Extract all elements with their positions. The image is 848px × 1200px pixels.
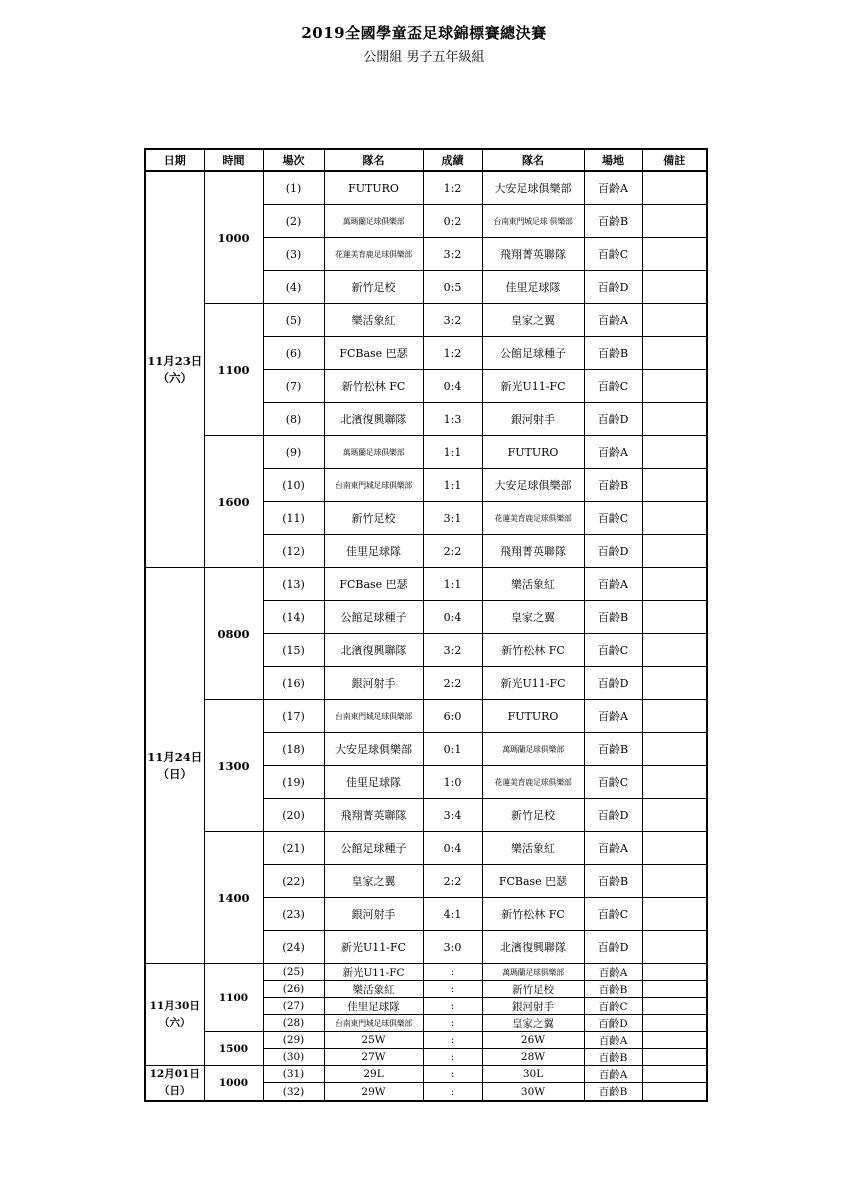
team1-cell: 銀河射手 (324, 667, 423, 700)
match-no-cell: (26) (263, 981, 324, 998)
note-cell (642, 634, 707, 667)
header-match-no: 場次 (263, 149, 324, 171)
note-cell (642, 1083, 707, 1101)
match-no-cell: (31) (263, 1066, 324, 1083)
team1-cell: 台南東門城足球俱樂部 (324, 700, 423, 733)
schedule-table (144, 148, 708, 1102)
field-cell: 百齡A (584, 1066, 642, 1083)
field-cell: 百齡B (584, 205, 642, 238)
score-cell: 0:4 (423, 370, 482, 403)
team2-cell: 皇家之翼 (482, 1015, 584, 1032)
table-row (145, 700, 707, 733)
field-cell: 百齡C (584, 998, 642, 1015)
note-cell (642, 1015, 707, 1032)
time-cell: 1000 (204, 1066, 263, 1102)
field-cell: 百齡C (584, 766, 642, 799)
team2-cell: 新光U11-FC (482, 370, 584, 403)
team2-cell: 花蓮美育鹿足球俱樂部 (482, 502, 584, 535)
field-cell: 百齡A (584, 171, 642, 205)
header-team1: 隊名 (324, 149, 423, 171)
match-no-cell: (7) (263, 370, 324, 403)
field-cell: 百齡B (584, 601, 642, 634)
score-cell: 2:2 (423, 667, 482, 700)
field-cell: 百齡D (584, 799, 642, 832)
score-cell: 3:2 (423, 304, 482, 337)
header-note: 備註 (642, 149, 707, 171)
field-cell: 百齡C (584, 634, 642, 667)
match-no-cell: (19) (263, 766, 324, 799)
match-no-cell: (1) (263, 171, 324, 205)
date-cell (145, 171, 204, 568)
note-cell (642, 766, 707, 799)
note-cell (642, 271, 707, 304)
score-cell: : (423, 1066, 482, 1083)
time-cell: 1300 (204, 700, 263, 832)
field-cell: 百齡C (584, 370, 642, 403)
team1-cell: 29L (324, 1066, 423, 1083)
team2-cell: 公館足球種子 (482, 337, 584, 370)
team1-cell: 佳里足球隊 (324, 535, 423, 568)
date-label: 11月30日 (149, 999, 200, 1012)
team2-cell: 銀河射手 (482, 403, 584, 436)
page-subtitle: 公開組 男子五年級組 (363, 50, 485, 65)
team1-cell: 新竹足校 (324, 271, 423, 304)
team2-cell: 台南東門城足球 俱樂部 (482, 205, 584, 238)
note-cell (642, 535, 707, 568)
match-no-cell: (22) (263, 865, 324, 898)
field-cell: 百齡B (584, 1049, 642, 1066)
team1-cell: 25W (324, 1032, 423, 1049)
match-no-cell: (20) (263, 799, 324, 832)
team2-cell: 新竹足校 (482, 799, 584, 832)
team1-cell: 公館足球種子 (324, 601, 423, 634)
match-no-cell: (32) (263, 1083, 324, 1101)
schedule-body (145, 171, 707, 1101)
match-no-cell: (23) (263, 898, 324, 931)
header-team2: 隊名 (482, 149, 584, 171)
score-cell: 0:5 (423, 271, 482, 304)
team1-cell: 皇家之翼 (324, 865, 423, 898)
match-no-cell: (3) (263, 238, 324, 271)
team2-cell: 大安足球俱樂部 (482, 171, 584, 205)
team1-cell: 台南東門城足球俱樂部 (324, 1015, 423, 1032)
team1-cell: 萬瑪蘭足球俱樂部 (324, 436, 423, 469)
field-cell: 百齡B (584, 981, 642, 998)
note-cell (642, 238, 707, 271)
note-cell (642, 304, 707, 337)
team2-cell: 樂活象紅 (482, 568, 584, 601)
match-no-cell: (17) (263, 700, 324, 733)
team2-cell: 佳里足球隊 (482, 271, 584, 304)
team1-cell: 27W (324, 1049, 423, 1066)
field-cell: 百齡A (584, 700, 642, 733)
team2-cell: 新光U11-FC (482, 667, 584, 700)
score-cell: 3:2 (423, 238, 482, 271)
score-cell: 0:2 (423, 205, 482, 238)
table-row (145, 568, 707, 601)
team2-cell: 飛翔菁英聯隊 (482, 238, 584, 271)
note-cell (642, 981, 707, 998)
note-cell (642, 403, 707, 436)
note-cell (642, 171, 707, 205)
note-cell (642, 667, 707, 700)
team1-cell: FUTURO (324, 171, 423, 205)
match-no-cell: (6) (263, 337, 324, 370)
team1-cell: 佳里足球隊 (324, 766, 423, 799)
team2-cell: 北濱復興聯隊 (482, 931, 584, 964)
header-date: 日期 (145, 149, 204, 171)
team1-cell: 北濱復興聯隊 (324, 634, 423, 667)
table-row (145, 171, 707, 205)
team2-cell: FUTURO (482, 700, 584, 733)
note-cell (642, 733, 707, 766)
time-cell: 1100 (204, 964, 263, 1032)
date-label: 11月23日 (147, 353, 203, 368)
team2-cell: FUTURO (482, 436, 584, 469)
weekday-label: （六） (159, 1016, 191, 1029)
match-no-cell: (21) (263, 832, 324, 865)
score-cell: 1:1 (423, 469, 482, 502)
note-cell (642, 601, 707, 634)
field-cell: 百齡D (584, 1015, 642, 1032)
date-label: 12月01日 (149, 1068, 200, 1080)
field-cell: 百齡A (584, 568, 642, 601)
note-cell (642, 337, 707, 370)
weekday-label: （日） (159, 1085, 191, 1097)
score-cell: 3:4 (423, 799, 482, 832)
note-cell (642, 865, 707, 898)
note-cell (642, 205, 707, 238)
team1-cell: 樂活象紅 (324, 981, 423, 998)
team1-cell: 台南東門城足球俱樂部 (324, 469, 423, 502)
score-cell: 0:1 (423, 733, 482, 766)
team1-cell: 飛翔菁英聯隊 (324, 799, 423, 832)
time-cell: 1000 (204, 171, 263, 304)
header-field: 場地 (584, 149, 642, 171)
field-cell: 百齡B (584, 865, 642, 898)
match-no-cell: (2) (263, 205, 324, 238)
team2-cell: 萬瑪蘭足球俱樂部 (482, 964, 584, 981)
match-no-cell: (11) (263, 502, 324, 535)
score-cell: 3:0 (423, 931, 482, 964)
date-cell (145, 964, 204, 1066)
table-row (145, 1066, 707, 1083)
note-cell (642, 436, 707, 469)
team2-cell: 樂活象紅 (482, 832, 584, 865)
table-row (145, 304, 707, 337)
time-cell: 1400 (204, 832, 263, 964)
score-cell: 6:0 (423, 700, 482, 733)
note-cell (642, 1032, 707, 1049)
table-row (145, 1032, 707, 1049)
score-cell: : (423, 981, 482, 998)
table-row (145, 964, 707, 981)
field-cell: 百齡A (584, 304, 642, 337)
team1-cell: 北濱復興聯隊 (324, 403, 423, 436)
date-label: 11月24日 (147, 749, 203, 764)
note-cell (642, 898, 707, 931)
field-cell: 百齡D (584, 931, 642, 964)
time-cell: 1500 (204, 1032, 263, 1066)
score-cell: : (423, 1049, 482, 1066)
field-cell: 百齡A (584, 964, 642, 981)
table-row (145, 832, 707, 865)
header-row (145, 149, 707, 171)
match-no-cell: (10) (263, 469, 324, 502)
score-cell: 1:0 (423, 766, 482, 799)
note-cell (642, 998, 707, 1015)
score-cell: : (423, 1083, 482, 1101)
note-cell (642, 370, 707, 403)
match-no-cell: (28) (263, 1015, 324, 1032)
team1-cell: 銀河射手 (324, 898, 423, 931)
score-cell: : (423, 998, 482, 1015)
field-cell: 百齡D (584, 535, 642, 568)
score-cell: 1:2 (423, 171, 482, 205)
score-cell: 0:4 (423, 601, 482, 634)
team1-cell: 新竹松林 FC (324, 370, 423, 403)
match-no-cell: (13) (263, 568, 324, 601)
team2-cell: 銀河射手 (482, 998, 584, 1015)
score-cell: 1:1 (423, 568, 482, 601)
match-no-cell: (5) (263, 304, 324, 337)
team2-cell: 30L (482, 1066, 584, 1083)
table-row (145, 436, 707, 469)
header-score: 成績 (423, 149, 482, 171)
time-cell: 1600 (204, 436, 263, 568)
match-no-cell: (24) (263, 931, 324, 964)
match-no-cell: (30) (263, 1049, 324, 1066)
header-time: 時間 (204, 149, 263, 171)
note-cell (642, 1049, 707, 1066)
team1-cell: 佳里足球隊 (324, 998, 423, 1015)
score-cell: 1:1 (423, 436, 482, 469)
match-no-cell: (4) (263, 271, 324, 304)
match-no-cell: (15) (263, 634, 324, 667)
score-cell: 3:1 (423, 502, 482, 535)
time-cell: 1100 (204, 304, 263, 436)
team1-cell: 新光U11-FC (324, 964, 423, 981)
score-cell: 3:2 (423, 634, 482, 667)
team1-cell: 公館足球種子 (324, 832, 423, 865)
score-cell: 4:1 (423, 898, 482, 931)
team1-cell: 29W (324, 1083, 423, 1101)
team2-cell: 萬瑪蘭足球俱樂部 (482, 733, 584, 766)
team1-cell: FCBase 巴瑟 (324, 568, 423, 601)
time-cell: 0800 (204, 568, 263, 700)
date-cell (145, 1066, 204, 1102)
match-no-cell: (14) (263, 601, 324, 634)
team2-cell: 飛翔菁英聯隊 (482, 535, 584, 568)
note-cell (642, 799, 707, 832)
field-cell: 百齡C (584, 898, 642, 931)
match-no-cell: (16) (263, 667, 324, 700)
field-cell: 百齡B (584, 337, 642, 370)
note-cell (642, 502, 707, 535)
match-no-cell: (25) (263, 964, 324, 981)
field-cell: 百齡A (584, 1032, 642, 1049)
score-cell: : (423, 1015, 482, 1032)
team2-cell: 26W (482, 1032, 584, 1049)
field-cell: 百齡B (584, 469, 642, 502)
note-cell (642, 700, 707, 733)
match-no-cell: (12) (263, 535, 324, 568)
field-cell: 百齡D (584, 403, 642, 436)
match-no-cell: (27) (263, 998, 324, 1015)
team1-cell: 花蓮美育鹿足球俱樂部 (324, 238, 423, 271)
weekday-label: （六） (157, 370, 192, 385)
team2-cell: FCBase 巴瑟 (482, 865, 584, 898)
team1-cell: 新竹足校 (324, 502, 423, 535)
team2-cell: 花蓮美育鹿足球俱樂部 (482, 766, 584, 799)
score-cell: 1:2 (423, 337, 482, 370)
field-cell: 百齡C (584, 238, 642, 271)
weekday-label: （日） (157, 766, 192, 781)
team2-cell: 30W (482, 1083, 584, 1101)
field-cell: 百齡C (584, 502, 642, 535)
note-cell (642, 469, 707, 502)
note-cell (642, 832, 707, 865)
team2-cell: 新竹松林 FC (482, 898, 584, 931)
team1-cell: 大安足球俱樂部 (324, 733, 423, 766)
score-cell: : (423, 964, 482, 981)
team1-cell: 新光U11-FC (324, 931, 423, 964)
team2-cell: 新竹松林 FC (482, 634, 584, 667)
team2-cell: 大安足球俱樂部 (482, 469, 584, 502)
team2-cell: 新竹足校 (482, 981, 584, 998)
field-cell: 百齡A (584, 832, 642, 865)
team2-cell: 皇家之翼 (482, 304, 584, 337)
score-cell: 2:2 (423, 865, 482, 898)
match-no-cell: (18) (263, 733, 324, 766)
match-no-cell: (9) (263, 436, 324, 469)
field-cell: 百齡D (584, 271, 642, 304)
team1-cell: 樂活象紅 (324, 304, 423, 337)
team1-cell: 萬瑪蘭足球俱樂部 (324, 205, 423, 238)
note-cell (642, 1066, 707, 1083)
field-cell: 百齡D (584, 667, 642, 700)
score-cell: : (423, 1032, 482, 1049)
note-cell (642, 931, 707, 964)
score-cell: 1:3 (423, 403, 482, 436)
note-cell (642, 568, 707, 601)
score-cell: 0:4 (423, 832, 482, 865)
team1-cell: FCBase 巴瑟 (324, 337, 423, 370)
note-cell (642, 964, 707, 981)
field-cell: 百齡A (584, 436, 642, 469)
team2-cell: 皇家之翼 (482, 601, 584, 634)
field-cell: 百齡B (584, 733, 642, 766)
match-no-cell: (29) (263, 1032, 324, 1049)
page-title: 2019全國學童盃足球錦標賽總決賽 (301, 24, 547, 42)
field-cell: 百齡B (584, 1083, 642, 1101)
match-no-cell: (8) (263, 403, 324, 436)
score-cell: 2:2 (423, 535, 482, 568)
team2-cell: 28W (482, 1049, 584, 1066)
date-cell (145, 568, 204, 964)
